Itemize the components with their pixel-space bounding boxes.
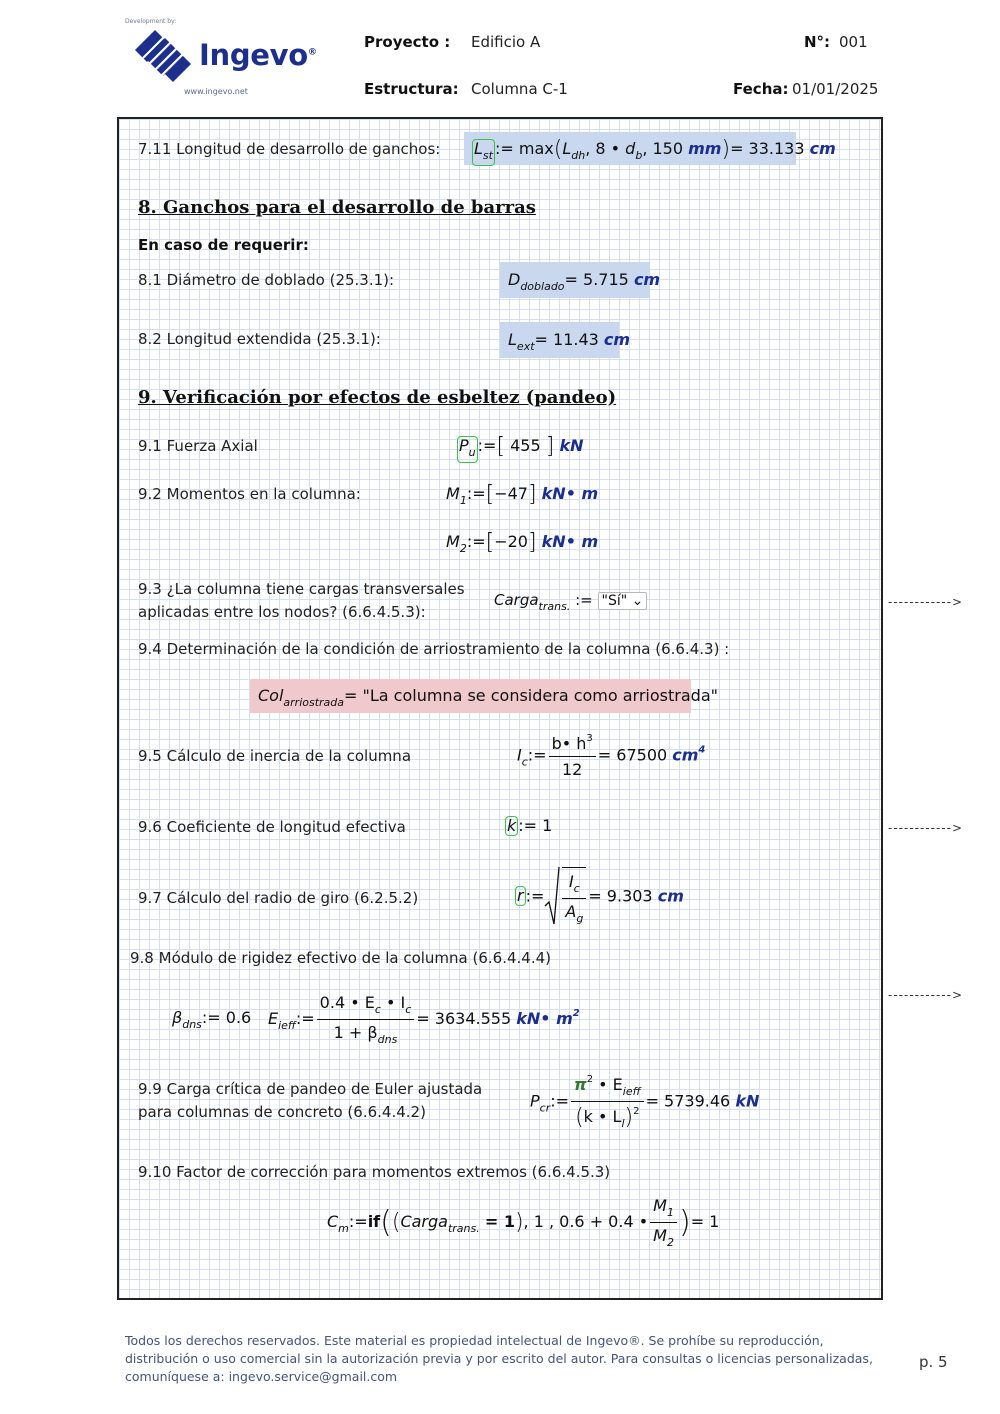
eieff-formula[interactable]: $E_{ieff}:=$ $\frac{0.4 • E_c • I_c}{1 + \beta_{dns}}$ = 3634.555 kN• $m^2$	[268, 993, 580, 1046]
s9-7-formula[interactable]: r := $\frac{I_c}{A_g}$ = 9.303 cm	[515, 866, 684, 928]
s9-1-formula[interactable]: $P_u$ :=[ 455 ] kN	[457, 434, 583, 463]
s9-2-label: 9.2 Momentos en la columna:	[138, 485, 361, 503]
arrow-indicator-3: ------------>	[888, 988, 964, 1002]
s9-7-label: 9.7 Cálculo del radio de giro (6.2.5.2)	[138, 889, 419, 907]
s8-1-label: 8.1 Diámetro de doblado (25.3.1):	[138, 271, 395, 289]
s9-9-label-line1: 9.9 Carga crítica de pandeo de Euler ajustada	[138, 1080, 483, 1098]
page-number: p. 5	[919, 1353, 948, 1371]
pcr-formula[interactable]: $P_{cr}:=$ $\frac{\pi^2 • E_{ieff}}{(k • L_l)^2}$ = 5739.46 kN	[530, 1074, 760, 1130]
logo-text: Ingevo®	[199, 38, 317, 72]
estructura-value: Columna C-1	[471, 80, 568, 98]
section-8-subtitle: En caso de requerir:	[138, 236, 309, 254]
fecha-value: 01/01/2025	[792, 80, 879, 98]
s9-8-label: 9.8 Módulo de rigidez efectivo de la columna (6.6.4.4.4)	[130, 949, 551, 967]
s9-3-formula: Carga$_{trans.}$ := "Sí" ⌄	[494, 591, 647, 613]
proyecto-label: Proyecto :	[364, 33, 451, 51]
section-8-title: 8. Ganchos para el desarrollo de barras	[138, 197, 536, 218]
s9-4-result[interactable]: Col$_{arriostrada}$= "La columna se considera como arriostrada"	[250, 679, 691, 713]
m1-formula[interactable]: $M_1:=[-47]$ kN• m	[446, 482, 599, 507]
s9-9-label-line2: para columnas de concreto (6.6.4.4.2)	[138, 1103, 426, 1121]
fecha-label: Fecha:	[733, 80, 789, 98]
proyecto-value: Edificio A	[471, 33, 541, 51]
s9-6-label: 9.6 Coeficiente de longitud efectiva	[138, 818, 406, 836]
website-text: www.ingevo.net	[184, 87, 248, 96]
s9-1-label: 9.1 Fuerza Axial	[138, 437, 258, 455]
s8-2-result[interactable]: $L_{ext}= 11.43$ cm	[500, 322, 619, 358]
carga-trans-select[interactable]: "Sí" ⌄	[598, 592, 648, 610]
s9-3-label-line2: aplicadas entre los nodos? (6.6.4.5.3):	[138, 603, 426, 621]
s9-5-label: 9.5 Cálculo de inercia de la columna	[138, 747, 412, 765]
s7-11-label: 7.11 Longitud de desarrollo de ganchos:	[138, 140, 441, 158]
arrow-indicator-2: ------------>	[888, 821, 964, 835]
numero-value: 001	[839, 33, 868, 51]
beta-dns-formula[interactable]: $\beta_{dns}:= 0.6$	[172, 1008, 252, 1031]
ingevo-logo-icon	[135, 28, 193, 82]
footer-copyright: Todos los derechos reservados. Este material es propiedad intelectual de Ingevo®. Se prohíbe su reproducción, distribución o uso comercial sin la autorización previa y por escrito del autor. Para consultas o licencias personalizadas, comuníquese a: ingevo.service@gmail.com	[125, 1333, 873, 1384]
arrow-indicator-1: ------------>	[888, 595, 964, 609]
s9-3-label-line1: 9.3 ¿La columna tiene cargas transversales	[138, 580, 465, 598]
numero-label: N°:	[804, 33, 831, 51]
section-9-title: 9. Verificación por efectos de esbeltez (pandeo)	[138, 387, 617, 408]
m2-formula[interactable]: $M_2:=[-20]$ kN• m	[446, 530, 599, 555]
sqrt-icon	[544, 866, 560, 926]
s9-6-formula[interactable]: k := 1	[507, 816, 553, 835]
s9-5-formula[interactable]: $I_c:=$ $\frac{b• h^3}{12}$ = 67500 $cm^4$	[517, 733, 706, 779]
s9-4-label: 9.4 Determinación de la condición de arriostramiento de la columna (6.6.4.3) :	[138, 640, 730, 658]
developed-by-text: Development by:	[125, 18, 177, 25]
s8-1-result[interactable]: $D_{doblado}= 5.715$ cm	[500, 262, 650, 298]
cm-formula[interactable]: $C_m:=if((Carga_{trans.} = 1)$, 1 , 0.6 + 0.4 • $\frac{M_1}{M_2}$ )= 1	[327, 1196, 720, 1249]
s8-2-label: 8.2 Longitud extendida (25.3.1):	[138, 330, 381, 348]
chevron-down-icon: ⌄	[631, 593, 644, 609]
estructura-label: Estructura:	[364, 80, 459, 98]
s9-10-label: 9.10 Factor de corrección para momentos extremos (6.6.4.5.3)	[138, 1163, 611, 1181]
s7-11-formula[interactable]: $L_{st}$ := $\max(L_{dh}$, 8 • $d_b$, 150 mm)= 33.133 cm	[464, 132, 796, 165]
